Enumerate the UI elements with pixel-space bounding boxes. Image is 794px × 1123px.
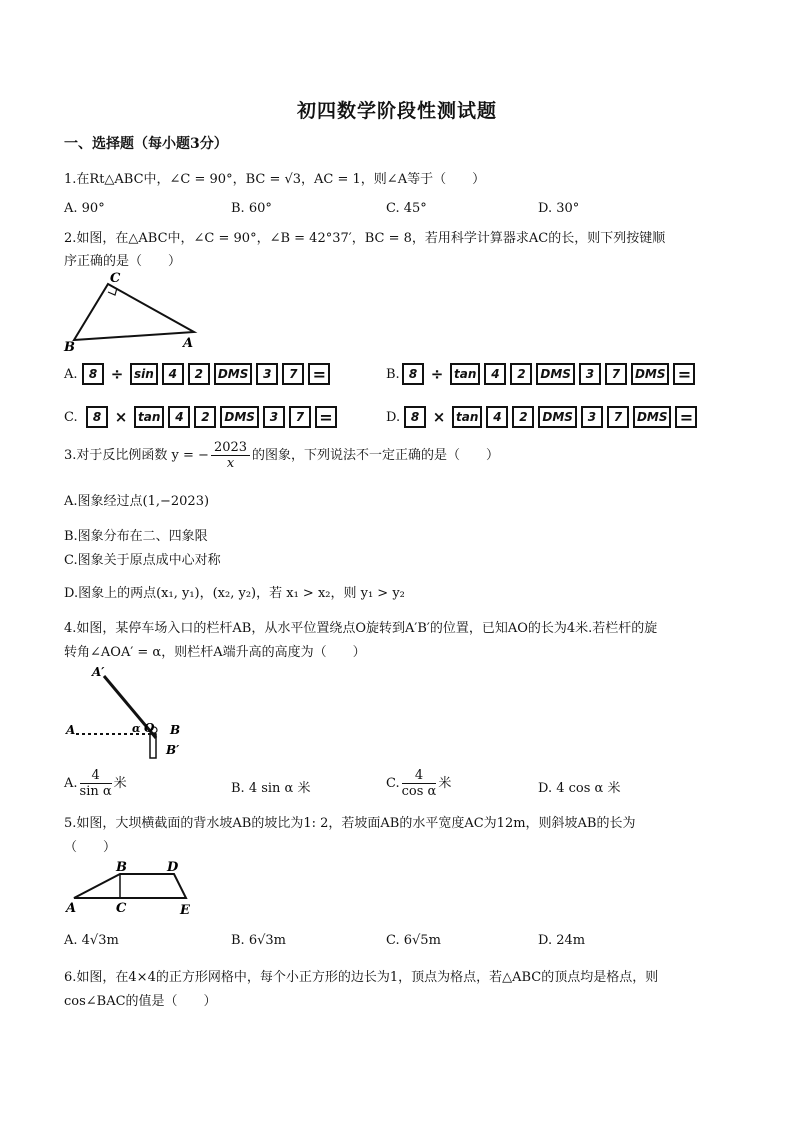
calc-key: ×	[114, 408, 128, 426]
q3-fraction	[211, 440, 250, 471]
q1-option-c: C. 45°	[386, 201, 427, 216]
label-d: D	[167, 860, 179, 875]
q2-keys-d	[404, 406, 697, 428]
label-c: C	[116, 901, 127, 916]
calc-key: 4	[486, 406, 508, 428]
calc-key: tan	[452, 406, 482, 428]
calc-key: 2	[510, 363, 532, 385]
q4-option-d: D. 4 cos α 米	[538, 781, 621, 796]
calc-key: =	[675, 406, 697, 428]
q6-stem-line1: 6.如图，在4×4的正方形网格中，每个小正方形的边长为1，顶点为格点，若△ABC的顶点均是格点，则	[64, 970, 659, 985]
q3-option-b: B.图象分布在二、四象限	[64, 529, 208, 544]
calc-key: DMS	[633, 406, 672, 428]
calc-key: tan	[450, 363, 480, 385]
q4-option-c-fraction	[402, 768, 437, 799]
q5-option-a: A. 4√3m	[64, 933, 119, 948]
calc-key: 4	[168, 406, 190, 428]
calc-key: 2	[512, 406, 534, 428]
label-o: O	[144, 721, 155, 735]
calc-key: 7	[607, 406, 629, 428]
label-c: C	[110, 271, 121, 286]
q5-option-c: C. 6√5m	[386, 933, 441, 948]
calc-key: ÷	[110, 365, 124, 383]
q2-stem-line1: 2.如图，在△ABC中，∠C = 90°，∠B = 42°37′，BC = 8，若用科学计算器求AC的长，则下列按键顺	[64, 231, 666, 246]
calc-key: 8	[402, 363, 424, 385]
q1-stem: 1.在Rt△ABC中，∠C = 90°，BC = √3，AC = 1，则∠A等于（ ）	[64, 172, 486, 187]
q4-option-c-den: cos α	[401, 784, 437, 799]
calc-key: 3	[256, 363, 278, 385]
calc-key: DMS	[214, 363, 253, 385]
label-b-prime: B′	[166, 743, 180, 757]
calc-key: DMS	[536, 363, 575, 385]
label-a: A	[183, 336, 194, 351]
calc-key: ×	[432, 408, 446, 426]
q2-option-b-letter: B.	[386, 367, 400, 382]
q2-option-a-letter: A.	[64, 367, 78, 382]
calc-key: =	[315, 406, 337, 428]
calc-key: 7	[282, 363, 304, 385]
q5-stem-line1: 5.如图，大坝横截面的背水坡AB的坡比为1: 2，若坡面AB的水平宽度AC为12m，则斜坡AB的长为	[64, 816, 636, 831]
calc-key: =	[308, 363, 330, 385]
calc-key: 2	[188, 363, 210, 385]
calc-key: 4	[162, 363, 184, 385]
q4-option-c-unit: 米	[438, 776, 452, 791]
calc-key: sin	[130, 363, 158, 385]
q3-frac-num: 2023	[211, 440, 250, 456]
q2-option-c-letter: C.	[64, 410, 78, 425]
calc-key: 8	[404, 406, 426, 428]
q3-option-c: C.图象关于原点成中心对称	[64, 553, 221, 568]
q2-option-d-letter: D.	[386, 410, 401, 425]
q2-keys-c	[86, 406, 337, 428]
q6-stem-line2: cos∠BAC的值是（ ）	[64, 994, 217, 1009]
q3-option-d: D.图象上的两点(x₁, y₁)，(x₂, y₂)，若 x₁ > x₂，则 y₁ > y₂	[64, 586, 405, 601]
q2-stem-line2: 序正确的是（ ）	[64, 254, 182, 269]
q4-stem-line2: 转角∠AOA′ = α，则栏杆A端升高的高度为（ ）	[64, 645, 366, 660]
calc-key: 3	[263, 406, 285, 428]
label-a-prime: A′	[92, 665, 105, 679]
q1-option-d: D. 30°	[538, 201, 580, 216]
q3-stem	[64, 440, 499, 471]
calc-key: 7	[289, 406, 311, 428]
q5-option-b: B. 6√3m	[231, 933, 286, 948]
label-e: E	[180, 903, 190, 918]
calc-key: 3	[579, 363, 601, 385]
q1-option-b: B. 60°	[231, 201, 272, 216]
q3-frac-den: x	[226, 456, 235, 471]
q4-option-a-letter: A.	[64, 776, 78, 791]
q4-option-a	[64, 768, 127, 799]
calc-key: DMS	[631, 363, 670, 385]
q2-keys-b	[402, 363, 695, 385]
q3-stem-pre: 3.对于反比例函数 y = −	[64, 448, 209, 463]
q5-stem-line2: （ ）	[64, 840, 117, 855]
q4-option-c-letter: C.	[386, 776, 400, 791]
section-heading: 一、选择题（每小题3分）	[64, 136, 228, 152]
calc-key: 8	[86, 406, 108, 428]
calc-key: 3	[581, 406, 603, 428]
q4-option-a-unit: 米	[113, 776, 127, 791]
calc-key: DMS	[538, 406, 577, 428]
q3-stem-post: 的图象，下列说法不一定正确的是（ ）	[252, 448, 500, 463]
q4-option-b: B. 4 sin α 米	[231, 781, 311, 796]
calc-key: 4	[484, 363, 506, 385]
calc-key: 2	[194, 406, 216, 428]
calc-key: =	[673, 363, 695, 385]
calc-key: 7	[605, 363, 627, 385]
q4-barrier-figure	[64, 662, 194, 762]
q4-option-c-num: 4	[402, 768, 437, 784]
calc-key: DMS	[220, 406, 259, 428]
q2-keys-a	[82, 363, 330, 385]
page-title: 初四数学阶段性测试题	[296, 100, 497, 122]
dam-trapezoid	[74, 874, 186, 898]
q4-option-c	[386, 768, 451, 799]
q5-option-d: D. 24m	[538, 933, 586, 948]
label-b: B	[64, 340, 75, 355]
calc-key: tan	[134, 406, 164, 428]
q5-dam-figure	[64, 858, 204, 918]
q4-option-a-fraction	[80, 768, 112, 799]
label-b: B	[116, 860, 127, 875]
calc-key: ÷	[430, 365, 444, 383]
q2-triangle-figure	[64, 271, 204, 355]
q4-option-a-num: 4	[80, 768, 112, 784]
q1-option-a: A. 90°	[64, 201, 105, 216]
label-b: B	[170, 723, 181, 737]
q3-option-a: A.图象经过点(1,−2023)	[64, 494, 210, 509]
q4-option-a-den: sin α	[79, 784, 112, 799]
calc-key: 8	[82, 363, 104, 385]
triangle-abc	[74, 284, 194, 340]
label-a: A	[66, 901, 77, 916]
label-a: A	[66, 723, 76, 737]
label-alpha: α	[132, 722, 141, 735]
q4-stem-line1: 4.如图，某停车场入口的栏杆AB，从水平位置绕点O旋转到A′B′的位置，已知AO的长为4米.若栏杆的旋	[64, 621, 658, 636]
